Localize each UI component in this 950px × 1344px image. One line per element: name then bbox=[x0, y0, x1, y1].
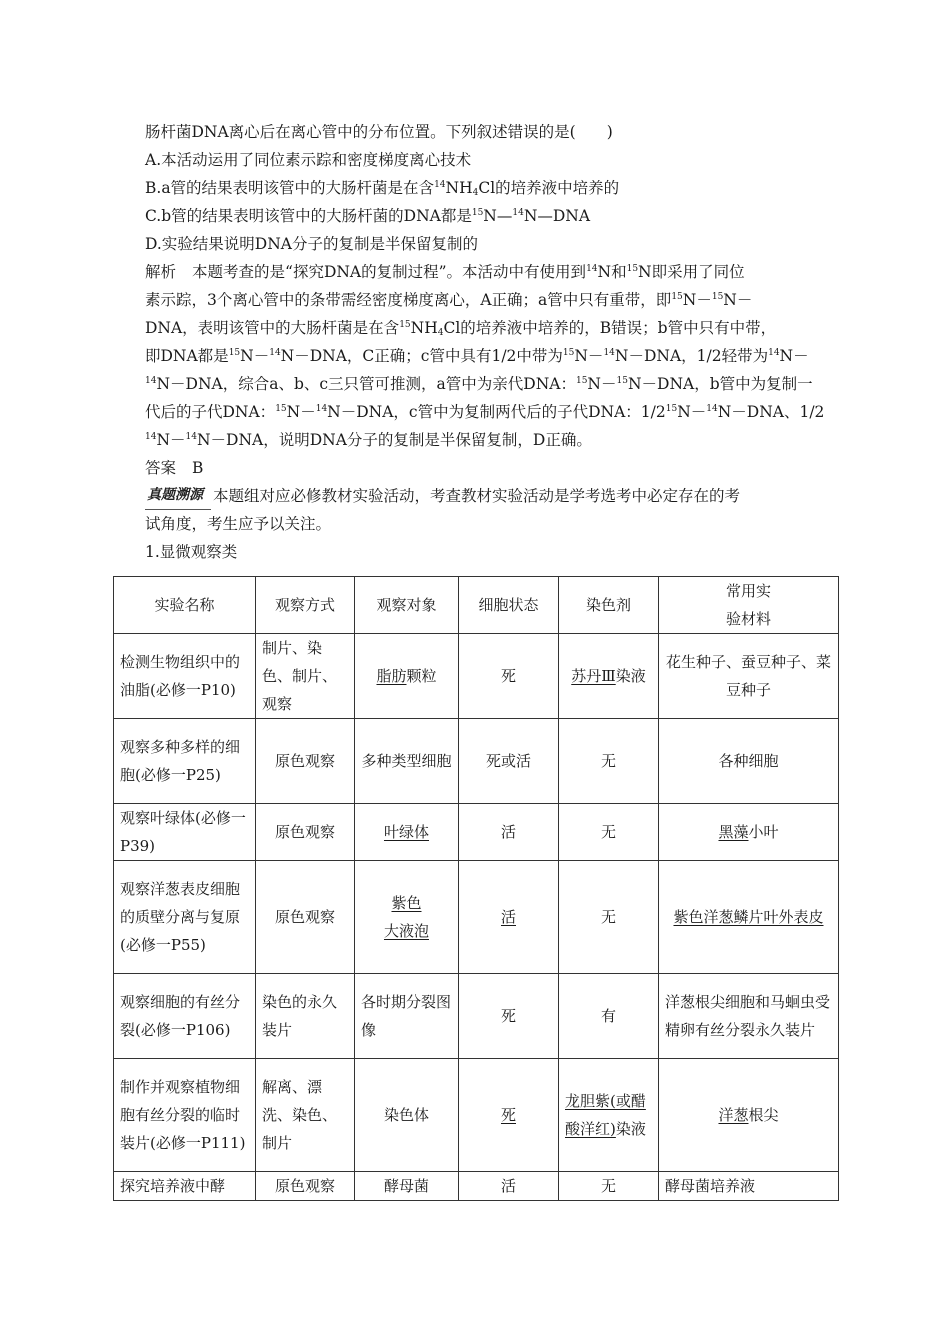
question-stem: 肠杆菌DNA离心后在离心管中的分布位置。下列叙述错误的是( ) bbox=[145, 123, 613, 141]
option-a: A.本活动运用了同位素示踪和密度梯度离心技术 bbox=[145, 151, 472, 169]
header-object: 观察对象 bbox=[355, 577, 459, 634]
analysis-line-4: 即DNA都是$^{15}$N－$^{14}$N－DNA，C正确；c管中具有1/2中带为$^{15}$N－$^{14}$N－DNA，1/2轻带为$^{14}$N－ bbox=[145, 347, 809, 365]
analysis-label: 解析 bbox=[145, 263, 177, 281]
header-material: 常用实 验材料 bbox=[659, 577, 839, 634]
header-method: 观察方式 bbox=[256, 577, 355, 634]
source-line-2: 试角度，考生应予以关注。 bbox=[145, 515, 332, 533]
table-row: 制作并观察植物细胞有丝分裂的临时装片(必修一P111) 解离、漂洗、染色、制片 染色体 死 龙胆紫(或醋酸洋红)染液 洋葱根尖 bbox=[114, 1059, 839, 1172]
table-header-row bbox=[114, 577, 839, 634]
table-row: 观察洋葱表皮细胞的质壁分离与复原(必修一P55) 原色观察 紫色 大液泡 活 无 紫色洋葱鳞片叶外表皮 bbox=[114, 861, 839, 974]
table-row: 检测生物组织中的油脂(必修一P10) 制片、染色、制片、观察 脂肪颗粒 死 苏丹Ⅲ染液 花生种子、蚕豆种子、菜豆种子 bbox=[114, 634, 839, 719]
analysis-line-2: 素示踪，3个离心管中的条带需经密度梯度离心，A正确；a管中只有重带，即$^{15}$N－$^{15}$N－ bbox=[145, 291, 753, 309]
answer-line bbox=[145, 454, 835, 482]
section-title: 1.显微观察类 bbox=[145, 543, 238, 561]
option-b: B.a管的结果表明该管中的大肠杆菌是在含$^{14}NH_4Cl$的培养液中培养的 bbox=[145, 179, 620, 198]
analysis-line-5: $^{14}$N－DNA，综合a、b、c三只管可推测，a管中为亲代DNA：$^{15}$N－$^{15}$N－DNA，b管中为复制一 bbox=[145, 375, 813, 393]
header-name: 实验名称 bbox=[114, 577, 256, 634]
analysis-line-1: 解析 本题考查的是“探究DNA的复制过程”。本活动中有使用到$^{14}$N和$^{15}$N即采用了同位 bbox=[145, 263, 745, 281]
source-line-1: 真题溯源 本题组对应必修教材实验活动，考查教材实验活动是学考选考中必定存在的考 bbox=[145, 482, 835, 510]
analysis-line-3: DNA，表明该管中的大肠杆菌是在含$^{15}NH_4Cl$的培养液中培养的，B错误；b管中只有中带， bbox=[145, 319, 777, 338]
analysis-line-7: $^{14}$N－$^{14}$N－DNA，说明DNA分子的复制是半保留复制，D正确。 bbox=[145, 431, 592, 449]
option-c: C.b管的结果表明该管中的大肠杆菌的DNA都是$^{15}$N—$^{14}$N—DNA bbox=[145, 207, 591, 225]
analysis-line-6: 代后的子代DNA：$^{15}$N－$^{14}$N－DNA，c管中为复制两代后的子代DNA：$1/2^{15}N-^{14}N-DNA$、1/2 bbox=[145, 403, 825, 421]
table-row: 观察叶绿体(必修一P39) 原色观察 叶绿体 活 无 黑藻小叶 bbox=[114, 804, 839, 861]
answer-label: 答案 bbox=[145, 459, 177, 477]
question-block bbox=[145, 118, 835, 566]
microscopy-experiments-table bbox=[113, 576, 839, 1201]
header-state: 细胞状态 bbox=[459, 577, 559, 634]
table-row: 观察多种多样的细胞(必修一P25) 原色观察 多种类型细胞 死或活 无 各种细胞 bbox=[114, 719, 839, 804]
source-tag: 真题溯源 bbox=[145, 481, 211, 510]
option-d: D.实验结果说明DNA分子的复制是半保留复制的 bbox=[145, 235, 478, 253]
answer-value: B bbox=[192, 459, 204, 477]
table-row: 探究培养液中酵 原色观察 酵母菌 活 无 酵母菌培养液 bbox=[114, 1172, 839, 1201]
header-stain: 染色剂 bbox=[559, 577, 659, 634]
table-row: 观察细胞的有丝分裂(必修一P106) 染色的永久装片 各时期分裂图像 死 有 洋葱根尖细胞和马蛔虫受精卵有丝分裂永久装片 bbox=[114, 974, 839, 1059]
